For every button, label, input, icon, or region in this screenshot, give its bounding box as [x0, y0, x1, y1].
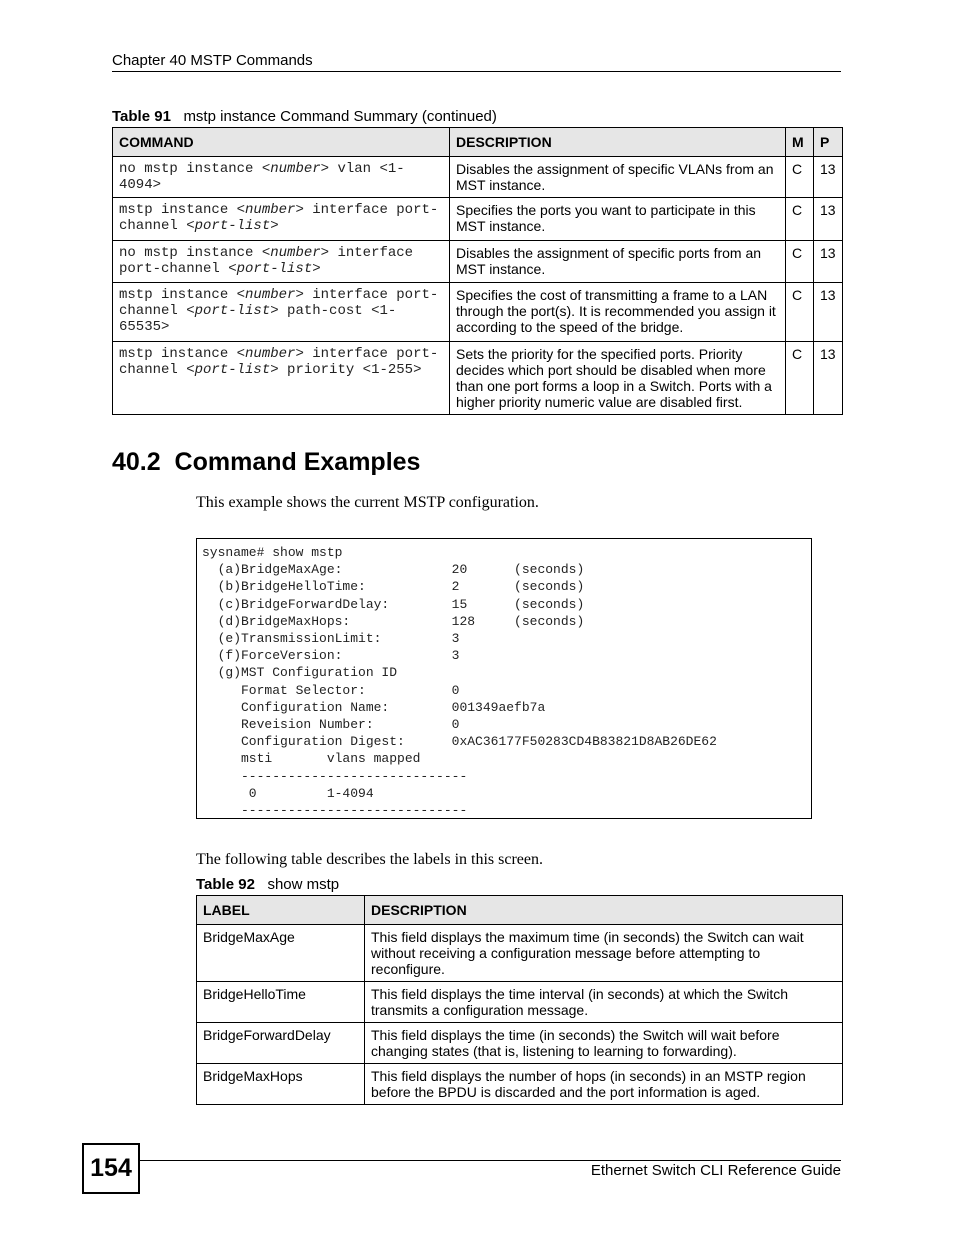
following-text: The following table describes the labels in this screen. [196, 851, 544, 868]
command-cell: no mstp instance <number> vlan <1-4094> [113, 157, 450, 198]
footer-rule [140, 1160, 841, 1161]
page-number: 154 [82, 1143, 140, 1194]
code-line: (d)BridgeMaxHops: 128 (seconds) [202, 613, 585, 629]
label-cell: BridgeHelloTime [197, 982, 365, 1023]
code-line: (g)MST Configuration ID [202, 665, 398, 681]
intro-text: This example shows the current MSTP configuration. [196, 494, 539, 511]
description-cell: Specifies the cost of transmitting a frame to a LAN through the port(s). It is recommended you assign it according to the speed of the bridge. [450, 283, 786, 342]
table91-header-m: M [786, 128, 814, 157]
table92-caption-label: Table 92 [196, 876, 255, 893]
table-row [197, 925, 843, 982]
section-title: 40.2 Command Examples [112, 448, 421, 476]
table91 [112, 127, 843, 415]
code-line: ----------------------------- [202, 768, 468, 784]
table92-caption [196, 876, 339, 893]
code-line: Format Selector: 0 [202, 682, 460, 698]
code-line: Reveision Number: 0 [202, 717, 460, 733]
code-line: 0 1-4094 [202, 785, 374, 801]
table-row [197, 1064, 843, 1105]
code-line: ----------------------------- [202, 803, 468, 819]
table-row [113, 157, 843, 198]
table92-caption-title: show mstp [267, 876, 340, 893]
m-cell: C [786, 157, 814, 198]
table-row [197, 982, 843, 1023]
code-line: (a)BridgeMaxAge: 20 (seconds) [202, 562, 585, 578]
table-row [113, 342, 843, 415]
description-cell: Disables the assignment of specific VLANs from an MST instance. [450, 157, 786, 198]
code-line: (f)ForceVersion: 3 [202, 648, 460, 664]
table92-header-row [197, 896, 843, 925]
description-cell: This field displays the number of hops (in seconds) in an MSTP region before the BPDU is discarded and the port information is aged. [365, 1064, 843, 1105]
m-cell: C [786, 198, 814, 241]
table91-header-command: COMMAND [113, 128, 450, 157]
m-cell: C [786, 241, 814, 283]
command-cell: no mstp instance <number> interface port-channel <port-list> [113, 241, 450, 283]
table91-header-description: DESCRIPTION [450, 128, 786, 157]
guide-title: Ethernet Switch CLI Reference Guide [590, 1162, 841, 1179]
code-line: Configuration Digest: 0xAC36177F50283CD4B83821D8AB26DE62 [202, 734, 717, 750]
table91-caption-title: mstp instance Command Summary (continued) [183, 108, 497, 125]
description-cell: This field displays the time (in seconds) the Switch will wait before changing states (that is, listening to learning to forwarding). [365, 1023, 843, 1064]
table91-header-row [113, 128, 843, 157]
table91-caption [112, 108, 497, 125]
p-cell: 13 [814, 198, 843, 241]
table-row [113, 198, 843, 241]
label-cell: BridgeMaxAge [197, 925, 365, 982]
command-cell: mstp instance <number> interface port-channel <port-list> priority <1-255> [113, 342, 450, 415]
description-cell: Specifies the ports you want to participate in this MST instance. [450, 198, 786, 241]
description-cell: Disables the assignment of specific ports from an MST instance. [450, 241, 786, 283]
p-cell: 13 [814, 241, 843, 283]
table-row [113, 241, 843, 283]
code-line: (c)BridgeForwardDelay: 15 (seconds) [202, 596, 585, 612]
header-rule [112, 71, 841, 72]
code-line: msti vlans mapped [202, 751, 421, 767]
label-cell: BridgeForwardDelay [197, 1023, 365, 1064]
code-line: (b)BridgeHelloTime: 2 (seconds) [202, 579, 585, 595]
table92 [196, 895, 843, 1105]
code-example [196, 538, 812, 819]
command-cell: mstp instance <number> interface port-channel <port-list> [113, 198, 450, 241]
table92-header-description: DESCRIPTION [365, 896, 843, 925]
table91-header-p: P [814, 128, 843, 157]
p-cell: 13 [814, 283, 843, 342]
m-cell: C [786, 342, 814, 415]
p-cell: 13 [814, 342, 843, 415]
description-cell: Sets the priority for the specified ports. Priority decides which port should be disabled when more than one port forms a loop in a Switch. Ports with a higher priority numeric value are disabled first. [450, 342, 786, 415]
code-line: Configuration Name: 001349aefb7a [202, 699, 546, 715]
table92-header-label: LABEL [197, 896, 365, 925]
description-cell: This field displays the time interval (in seconds) at which the Switch transmits a configuration message. [365, 982, 843, 1023]
code-line: sysname# show mstp [202, 545, 343, 560]
m-cell: C [786, 283, 814, 342]
description-cell: This field displays the maximum time (in seconds) the Switch can wait without receiving a configuration message before attempting to reconfigure. [365, 925, 843, 982]
table-row [197, 1023, 843, 1064]
table-row [113, 283, 843, 342]
label-cell: BridgeMaxHops [197, 1064, 365, 1105]
p-cell: 13 [814, 157, 843, 198]
command-cell: mstp instance <number> interface port-channel <port-list> path-cost <1-65535> [113, 283, 450, 342]
table91-caption-label: Table 91 [112, 108, 171, 125]
code-line: (e)TransmissionLimit: 3 [202, 631, 460, 647]
chapter-header: Chapter 40 MSTP Commands [112, 52, 313, 69]
